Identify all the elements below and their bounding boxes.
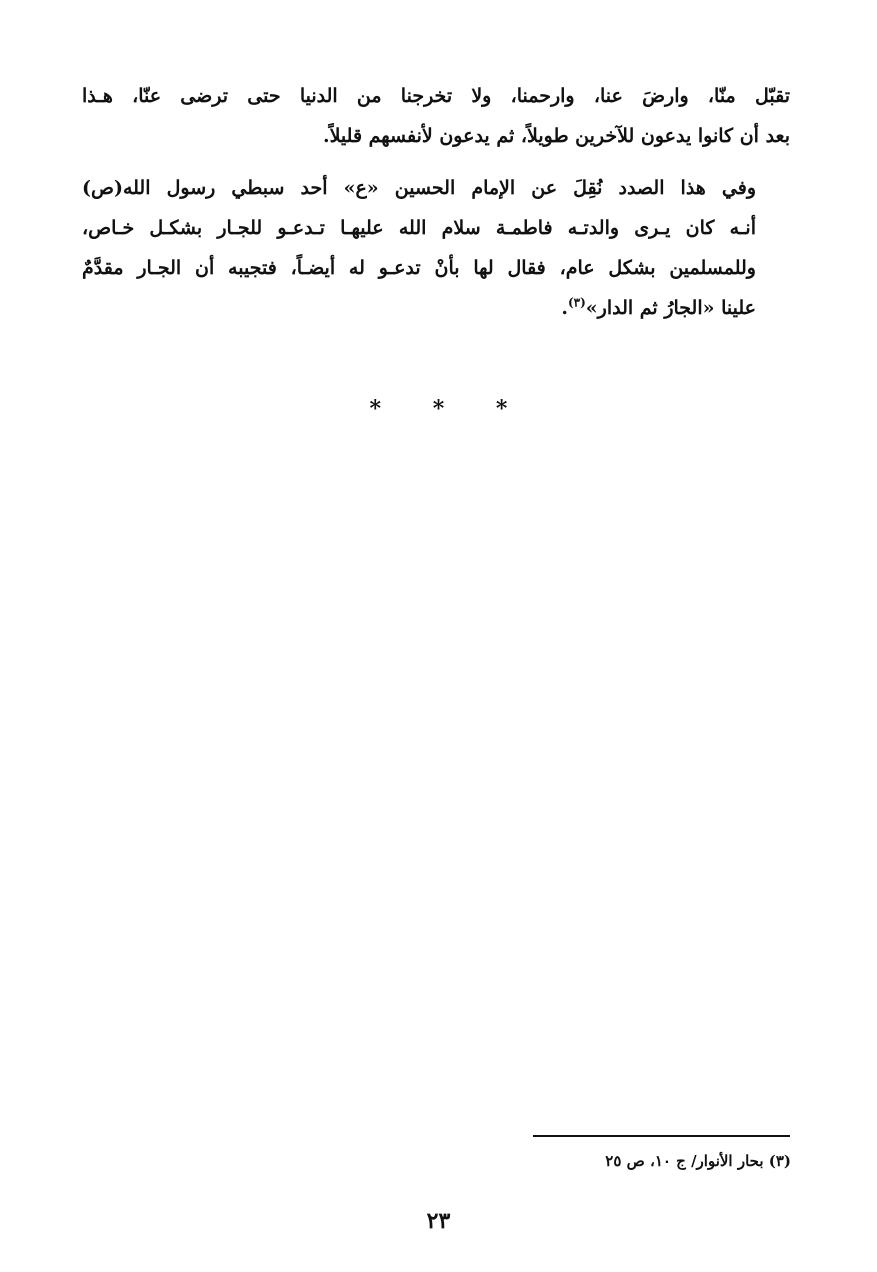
end-punctuation: .	[561, 297, 568, 319]
paragraph-1	[82, 76, 790, 156]
separator-asterisk: *	[495, 396, 508, 422]
paragraph-line: تقبّل منّا، وارضَ عنا، وارحمنا، ولا تخرجنا من الدنيا حتى ترضى عنّا، هـذا	[82, 85, 790, 107]
footnote-reference: (٣)	[567, 295, 586, 310]
paragraph-line: وللمسلمين بشكل عام، فقال لها بأنْ تدعـو له أيضـاً، فتجيبه أن الجـار مقدَّمٌ	[82, 257, 756, 279]
paragraph-line: بعد أن كانوا يدعون للآخرين طويلاً، ثم يدعون لأنفسهم قليلاً.	[322, 125, 790, 147]
paragraph-line: علينا «الجارُ ثم الدار»	[585, 297, 756, 319]
paragraph-2	[82, 168, 790, 328]
section-separator	[0, 396, 877, 422]
paragraph-last-line	[82, 288, 790, 328]
page-number: ٢٣	[426, 1208, 451, 1234]
separator-asterisk: *	[432, 396, 445, 422]
footnote-divider	[533, 1135, 790, 1137]
paragraph-line: أنـه كان يـرى والدتـه فاطمـة سلام الله عليهـا تـدعـو للجـار بشكـل خـاص،	[82, 217, 756, 239]
separator-asterisk: *	[369, 396, 382, 422]
footnote: (٣) بحار الأنوار/ ج ١٠، ص ٢٥	[605, 1152, 791, 1170]
paragraph-line: وفي هذا الصدد نُقِلَ عن الإمام الحسين «ع» أحد سبطي رسول الله(ص)	[82, 177, 756, 199]
